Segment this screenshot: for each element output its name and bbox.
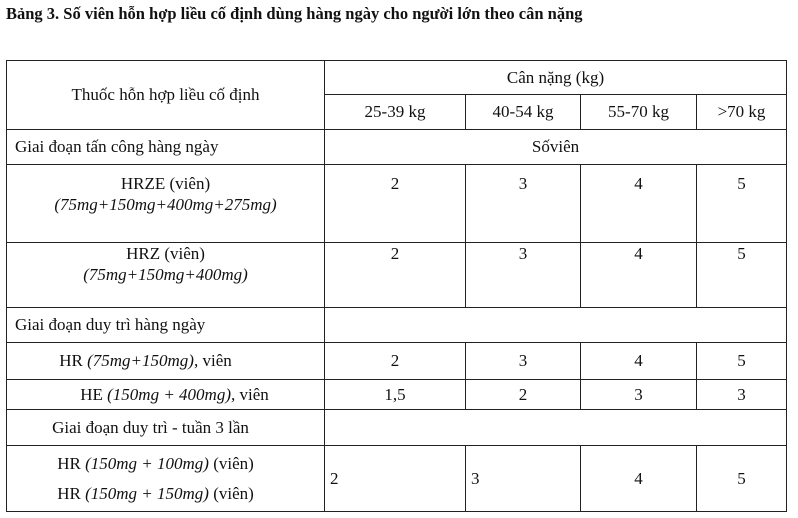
table-row [7,380,787,410]
section-label: Giai đoạn duy trì hàng ngày [7,308,325,343]
value-cell: 4 [581,165,697,243]
drug-unit: viên [198,351,232,371]
drug-cell [7,343,325,380]
drug-cell [7,165,325,243]
drug-name: HR [59,351,88,371]
drug-dose: (150mg + 150mg) [85,483,209,503]
drug-name: HR [57,483,86,503]
weight-header: 55-70 kg [581,95,697,130]
drug-cell [7,446,325,512]
section-label: Giai đoạn duy trì - tuần 3 lần [7,410,325,446]
empty-cell [325,410,787,446]
value-cell: 5 [697,243,787,308]
value-cell: 3 [466,165,581,243]
table-row [7,343,787,380]
drug-name: HE [80,384,108,404]
weight-header: 25-39 kg [325,95,466,130]
value-cell: 2 [325,165,466,243]
unit-label: Sốviên [325,130,787,165]
value-cell: 2 [325,243,466,308]
weight-group-header: Cân nặng (kg) [325,61,787,95]
value-cell: 5 [697,165,787,243]
drug-unit: (viên) [208,454,254,474]
drug-dose: (75mg+150mg), [87,351,199,371]
drug-line [7,453,304,474]
value-cell: 5 [697,446,787,512]
value-cell: 4 [581,343,697,380]
section-row [7,410,787,446]
drug-cell [7,380,325,410]
drug-unit: (viên) [208,483,254,503]
value-cell: 2 [325,343,466,380]
value-cell: 3 [466,243,581,308]
value-cell: 2 [325,446,466,512]
drug-dose: (75mg+150mg+400mg+275mg) [54,195,277,215]
drug-dose: (150mg + 400mg), [107,384,236,404]
drug-column-header: Thuốc hỗn hợp liều cố định [7,61,325,130]
table-caption: Bảng 3. Số viên hỗn hợp liều cố định dùng hàng ngày cho người lớn theo cân nặng [6,4,583,23]
section-label: Giai đoạn tấn công hàng ngày [7,130,325,165]
section-row [7,130,787,165]
value-cell: 3 [697,380,787,410]
value-cell: 3 [466,446,581,512]
value-cell: 5 [697,343,787,380]
weight-header: 40-54 kg [466,95,581,130]
value-cell: 1,5 [325,380,466,410]
value-cell: 2 [466,380,581,410]
drug-line [7,483,304,504]
drug-name: HR [57,454,86,474]
drug-name: HRZE (viên) [120,174,211,193]
table-row [7,165,787,243]
dosage-table [6,60,787,512]
drug-dose: (75mg+150mg+400mg) [83,265,248,285]
value-cell: 3 [466,343,581,380]
value-cell: 3 [581,380,697,410]
value-cell: 4 [581,243,697,308]
drug-unit: viên [235,384,269,404]
table-row [7,243,787,308]
drug-cell [7,243,325,308]
weight-header: >70 kg [697,95,787,130]
value-cell: 4 [581,446,697,512]
drug-dose: (150mg + 100mg) [85,454,209,474]
header-row [7,61,787,95]
empty-cell [325,308,787,343]
section-row [7,308,787,343]
drug-name: HRZ (viên) [126,244,205,263]
table-row [7,446,787,512]
